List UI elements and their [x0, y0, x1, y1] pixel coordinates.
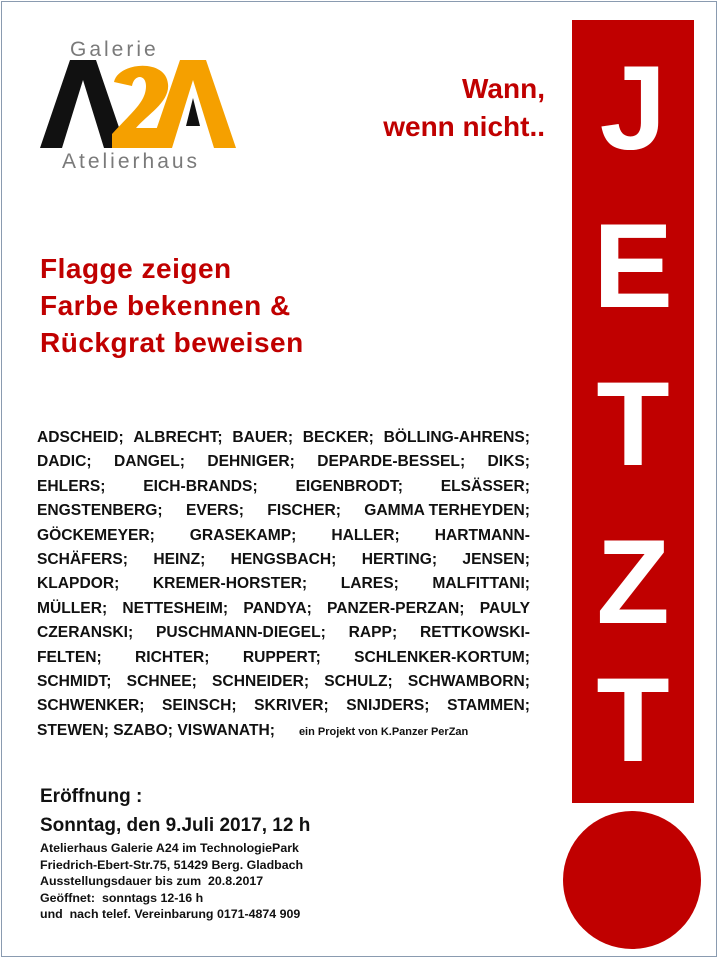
artist-name: RICHTER;	[135, 648, 210, 666]
artist-name: DEPARDE-BESSEL;	[317, 453, 466, 471]
project-credit: ein Projekt von K.Panzer PerZan	[298, 725, 469, 738]
artist-name: HEINZ;	[153, 551, 206, 569]
artist-name: CZERANSKI;	[37, 624, 134, 642]
artist-name: SEINSCH;	[162, 697, 237, 715]
artist-name: SCHMIDT;	[37, 673, 112, 691]
artist-name: SNIJDERS;	[346, 697, 430, 715]
artist-name: EICH-BRANDS;	[143, 477, 258, 495]
headline	[40, 250, 304, 361]
artist-name: EIGENBRODT;	[295, 477, 403, 495]
artist-name: PUSCHMANN-DIEGEL;	[156, 624, 326, 642]
artist-name: PANDYA;	[243, 599, 312, 617]
artist-name: JENSEN;	[462, 551, 530, 569]
event-details	[40, 840, 303, 923]
artist-name: PANZER-PERZAN;	[327, 599, 465, 617]
names-line	[37, 426, 530, 450]
galerie-logo	[40, 38, 240, 173]
artist-name: HERTING;	[361, 551, 438, 569]
artist-names	[37, 426, 530, 744]
artist-name: FISCHER;	[267, 502, 341, 520]
artist-name: SCHNEIDER;	[212, 673, 310, 691]
artist-name: RETTKOWSKI-	[419, 624, 530, 642]
slogan-line-2: wenn nicht..	[383, 111, 545, 142]
artist-name: GRASEKAMP;	[189, 526, 297, 544]
jetzt-letter-t2: T	[596, 653, 670, 787]
artist-name: BAUER;	[232, 429, 294, 446]
artist-name: BECKER;	[302, 429, 374, 446]
opening-date: Sonntag, den 9.Juli 2017, 12 h	[40, 815, 311, 836]
names-line	[37, 670, 530, 694]
artist-name: SCHWAMBORN;	[407, 673, 530, 691]
artist-name: DIKS;	[487, 453, 530, 471]
names-line	[37, 646, 530, 670]
names-line	[37, 572, 530, 596]
event-detail-line: Atelierhaus Galerie A24 im TechnologiePark	[40, 841, 299, 855]
names-line	[37, 597, 530, 621]
artist-name: FELTEN;	[37, 648, 102, 666]
jetzt-bar	[572, 20, 694, 803]
artist-name: GAMMA TERHEYDEN;	[364, 502, 530, 520]
artist-name: ALBRECHT;	[133, 429, 223, 446]
artist-name: GÖCKEMEYER;	[37, 526, 155, 544]
artist-name: SKRIVER;	[254, 697, 329, 715]
slogan	[383, 70, 545, 146]
artist-name: STEWEN; SZABO; VISWANATH;	[37, 721, 275, 739]
artist-name: STAMMEN;	[447, 697, 530, 715]
artist-name: ELSÄSSER;	[440, 477, 530, 495]
artist-name: SCHNEE;	[126, 673, 197, 691]
logo-bottom-text: Atelierhaus	[62, 150, 201, 173]
artist-name: DANGEL;	[113, 453, 185, 471]
names-line	[37, 694, 530, 718]
artist-name: SCHULZ;	[324, 673, 393, 691]
artist-name: ENGSTENBERG;	[37, 502, 163, 520]
headline-line-1: Flagge zeigen	[40, 253, 232, 284]
artist-name: RUPPERT;	[242, 648, 321, 666]
artist-name: LARES;	[340, 575, 399, 593]
headline-line-2: Farbe bekennen &	[40, 290, 291, 321]
artist-name: HALLER;	[331, 526, 400, 544]
names-line	[37, 524, 530, 548]
artist-name: SCHLENKER-KORTUM;	[354, 648, 530, 666]
headline-line-3: Rückgrat beweisen	[40, 327, 304, 358]
artist-name: PAULY	[479, 599, 530, 617]
logo-top-text: Galerie	[70, 38, 159, 61]
exclamation-dot	[563, 811, 701, 949]
event-detail-line: Ausstellungsdauer bis zum 20.8.2017	[40, 874, 264, 888]
jetzt-letter-j: J	[599, 41, 667, 175]
names-line	[37, 499, 530, 523]
artist-name: EVERS;	[185, 502, 244, 520]
names-line	[37, 621, 530, 645]
artist-name: BÖLLING-AHRENS;	[383, 429, 530, 446]
opening-label: Eröffnung :	[40, 786, 143, 807]
event-detail-line: Geöffnet: sonntags 12-16 h	[40, 890, 204, 905]
artist-name: RAPP;	[348, 624, 398, 642]
names-line	[37, 548, 530, 572]
artist-name: HENGSBACH;	[230, 551, 337, 569]
artist-name: SCHWENKER;	[37, 697, 145, 715]
jetzt-letter-e: E	[592, 199, 674, 333]
artist-name: ADSCHEID;	[37, 429, 124, 446]
artist-name: EHLERS;	[37, 477, 106, 495]
names-line	[37, 450, 530, 474]
event-detail-line: und nach telef. Vereinbarung 0171-4874 909	[40, 907, 301, 921]
artist-name: MALFITTANI;	[432, 575, 530, 593]
names-last-line	[37, 719, 530, 744]
artist-name: HARTMANN-	[434, 526, 530, 544]
jetzt-letter-t: T	[596, 357, 670, 491]
artist-name: SCHÄFERS;	[37, 551, 128, 569]
slogan-line-1: Wann,	[462, 73, 545, 104]
event-detail-line: Friedrich-Ebert-Str.75, 51429 Berg. Gladbach	[40, 857, 304, 872]
logo-mark-icon	[40, 58, 236, 150]
artist-name: KREMER-HORSTER;	[152, 575, 308, 593]
jetzt-letter-z: Z	[596, 515, 670, 649]
artist-name: DEHNIGER;	[207, 453, 295, 471]
names-line	[37, 475, 530, 499]
artist-name: DADIC;	[37, 453, 92, 471]
artist-name: MÜLLER;	[37, 599, 108, 617]
artist-name: NETTESHEIM;	[122, 599, 229, 617]
artist-name: KLAPDOR;	[37, 575, 120, 593]
